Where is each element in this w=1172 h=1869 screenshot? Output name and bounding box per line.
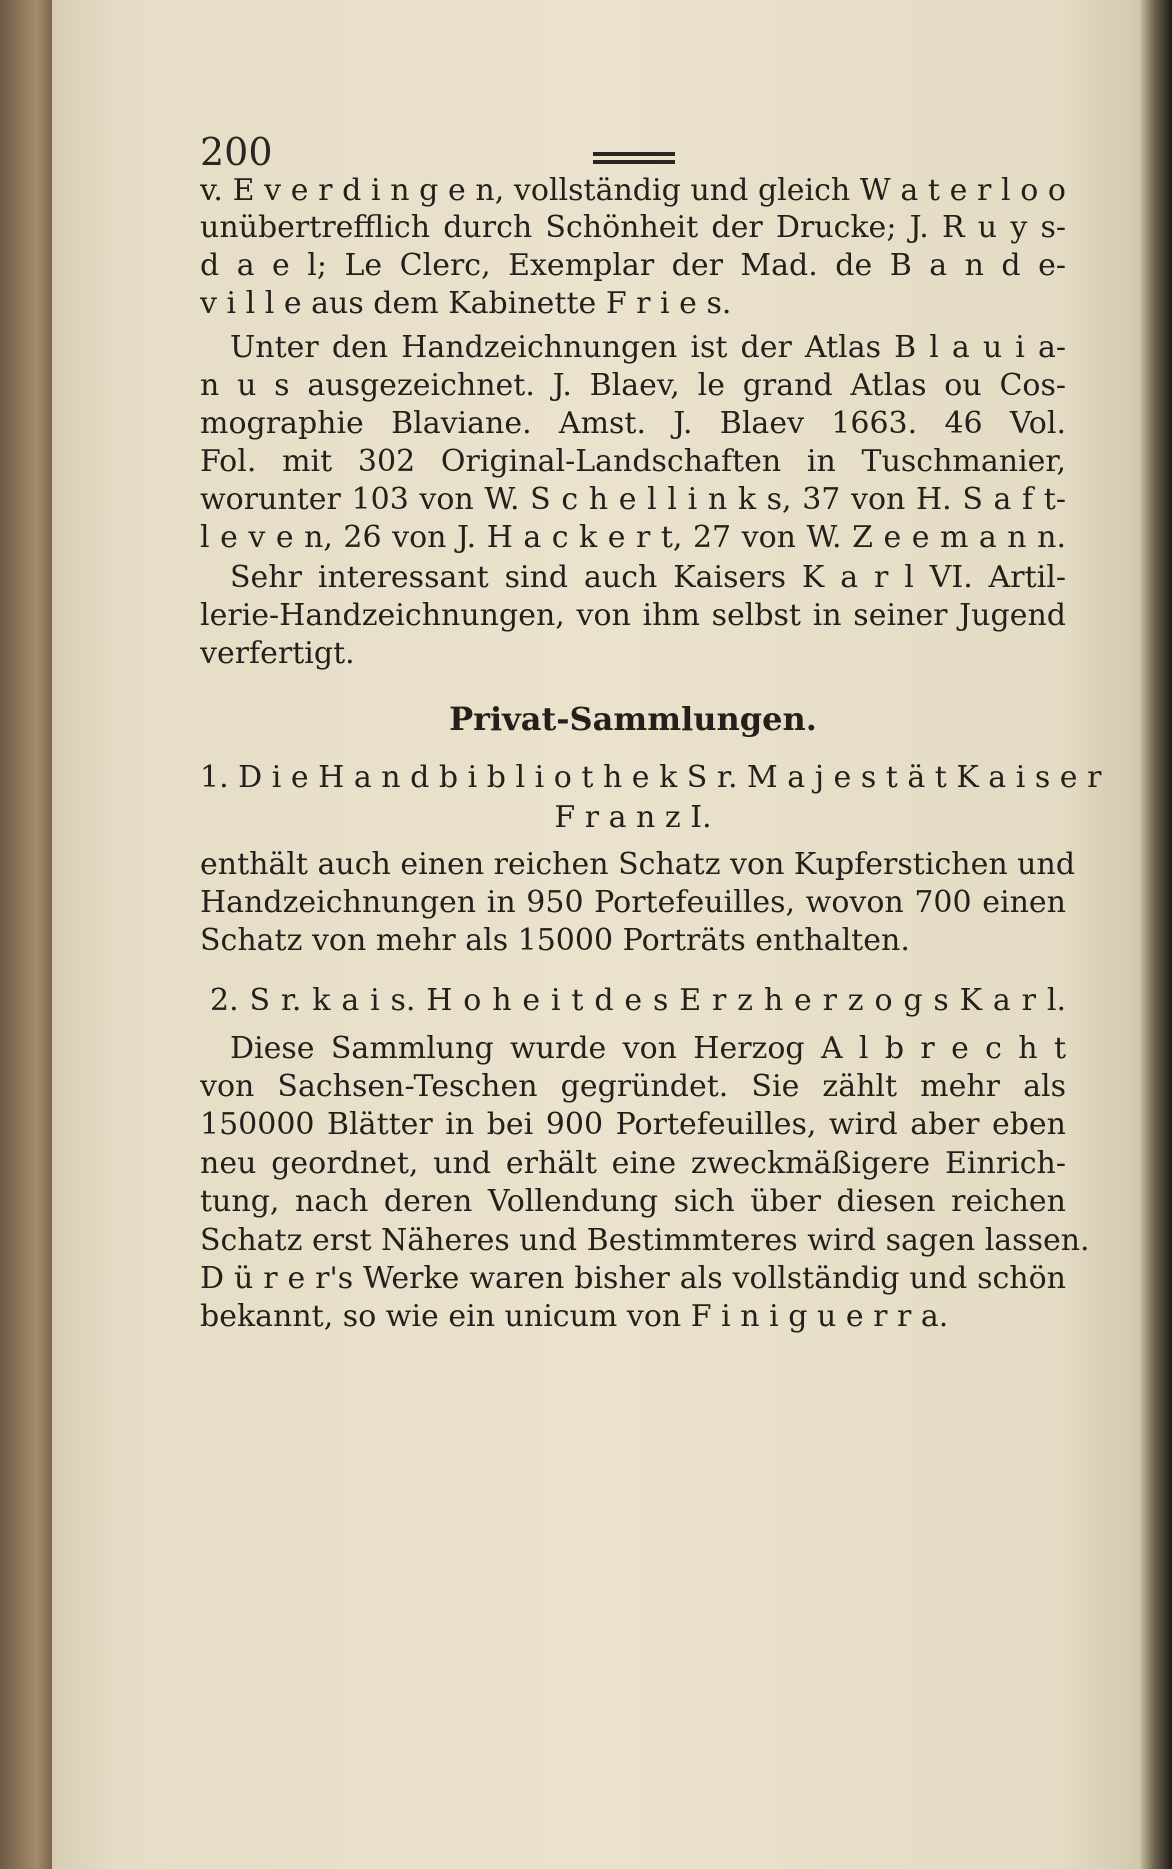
section-heading: Privat-Sammlungen.	[449, 700, 817, 738]
text-line: unübertrefflich durch Schönheit der Drucke; J. R u y s-	[200, 210, 1066, 245]
text-line: v i l l e aus dem Kabinette F r i e s.	[200, 286, 732, 321]
text-line: bekannt, so wie ein unicum von F i n i g u e r r a.	[200, 1299, 949, 1334]
text-line: l e v e n, 26 von J. H a c k e r t, 27 von W. Z e e m a n n.	[200, 520, 1066, 555]
text-line: Schatz von mehr als 15000 Porträts enthalten.	[200, 923, 910, 958]
text-line: Fol. mit 302 Original-Landschaften in Tuschmanier,	[200, 444, 1066, 479]
text-line: v. E v e r d i n g e n, vollständig und gleich W a t e r l o o	[200, 173, 1066, 208]
page-gutter-shadow	[1140, 0, 1172, 1869]
header-double-rule	[593, 152, 675, 164]
item-title: 1. D i e H a n d b i b l i o t h e k S r. M a j e s t ä t K a i s e r	[200, 760, 1102, 795]
text-line: enthält auch einen reichen Schatz von Kupferstichen und	[200, 847, 1076, 882]
text-line: Diese Sammlung wurde von Herzog A l b r e c h t	[230, 1031, 1066, 1066]
text-line: Schatz erst Näheres und Bestimmteres wird sagen lassen.	[200, 1223, 1090, 1258]
page-number: 200	[200, 130, 273, 174]
text-line: neu geordnet, und erhält eine zweckmäßigere Einrich-	[200, 1146, 1066, 1181]
text-line: lerie-Handzeichnungen, von ihm selbst in seiner Jugend	[200, 598, 1066, 633]
book-spine-edge	[0, 0, 52, 1869]
text-line: Unter den Handzeichnungen ist der Atlas B l a u i a-	[230, 330, 1066, 365]
item-title: 2. S r. k a i s. H o h e i t d e s E r z h e r z o g s K a r l.	[210, 983, 1066, 1018]
text-line: D ü r e r's Werke waren bisher als vollständig und schön	[200, 1261, 1066, 1296]
text-line: tung, nach deren Vollendung sich über diesen reichen	[200, 1184, 1066, 1219]
text-line: worunter 103 von W. S c h e l l i n k s, 37 von H. S a f t-	[200, 482, 1066, 517]
text-line: Handzeichnungen in 950 Portefeuilles, wovon 700 einen	[200, 885, 1066, 920]
text-line: von Sachsen-Teschen gegründet. Sie zählt mehr als	[200, 1069, 1066, 1104]
text-line: mographie Blaviane. Amst. J. Blaev 1663. 46 Vol.	[200, 406, 1066, 441]
text-line: d a e l; Le Clerc, Exemplar der Mad. de B a n d e-	[200, 248, 1066, 283]
text-line: verfertigt.	[200, 636, 355, 671]
text-line: n u s ausgezeichnet. J. Blaev, le grand Atlas ou Cos-	[200, 368, 1066, 403]
text-line: Sehr interessant sind auch Kaisers K a r l VI. Artil-	[230, 560, 1066, 595]
text-line: 150000 Blätter in bei 900 Portefeuilles, wird aber eben	[200, 1107, 1066, 1142]
item-title-continued: F r a n z I.	[554, 800, 712, 835]
